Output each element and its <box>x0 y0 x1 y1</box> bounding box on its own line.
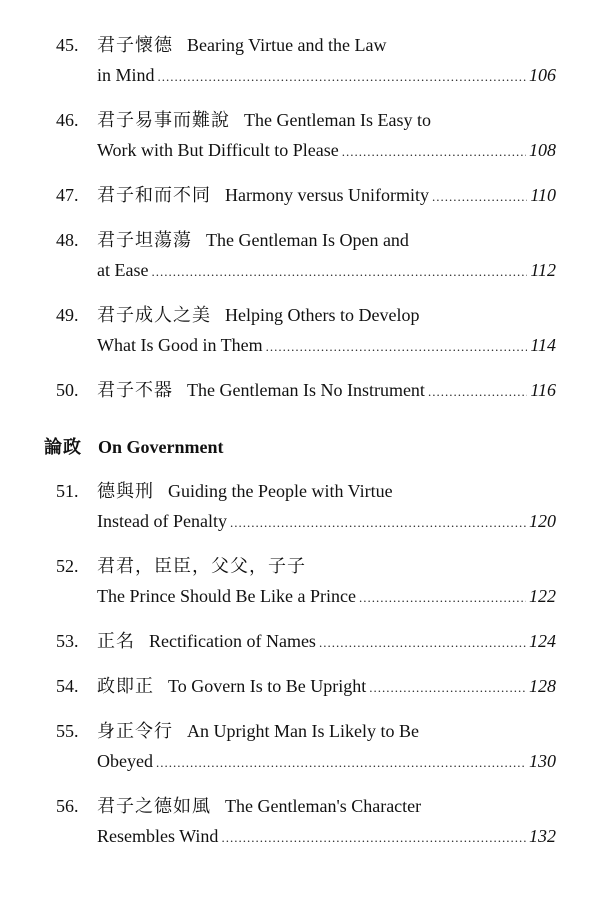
dot-leader <box>359 583 526 613</box>
entry-chinese-title: 君子易事而難說 <box>97 110 230 130</box>
toc-entry-50[interactable] <box>56 375 556 405</box>
entry-page-number: 124 <box>529 631 556 651</box>
entry-line <box>56 375 556 405</box>
entry-line <box>56 551 556 581</box>
entry-line <box>56 105 556 135</box>
entry-english-title: Harmony versus Uniformity <box>225 185 429 205</box>
dot-leader <box>342 137 526 167</box>
entry-line <box>56 746 556 776</box>
dot-leader <box>230 508 526 538</box>
entry-page-number: 132 <box>529 826 556 846</box>
section-heading[interactable] <box>44 432 556 462</box>
entry-english-title: The Prince Should Be Like a Prince <box>97 586 356 606</box>
entry-chinese-title: 政即正 <box>97 676 154 696</box>
dot-leader <box>432 182 527 212</box>
toc-entry-47[interactable] <box>56 180 556 210</box>
entry-line <box>56 671 556 701</box>
dot-leader <box>151 257 527 287</box>
entry-chinese-title: 身正令行 <box>97 721 173 741</box>
entry-line <box>56 626 556 656</box>
entry-number: 55. <box>56 721 79 741</box>
entry-line <box>56 300 556 330</box>
entry-number: 45. <box>56 35 79 55</box>
dot-leader <box>428 377 527 407</box>
dot-leader <box>319 628 526 658</box>
entry-english-title-cont: Resembles Wind <box>97 826 219 846</box>
entry-english-title: Guiding the People with Virtue <box>168 481 393 501</box>
entry-page-number: 116 <box>530 380 556 400</box>
entry-line <box>56 225 556 255</box>
entry-page-number: 130 <box>529 751 556 771</box>
entry-line <box>56 60 556 90</box>
entry-english-title-cont: What Is Good in Them <box>97 335 263 355</box>
entry-page-number: 120 <box>529 511 556 531</box>
entry-line <box>56 30 556 60</box>
entry-number: 46. <box>56 110 79 130</box>
toc-entry-54[interactable] <box>56 671 556 701</box>
entry-english-title-cont: in Mind <box>97 65 155 85</box>
dot-leader <box>221 823 526 853</box>
entry-english-title: An Upright Man Is Likely to Be <box>187 721 419 741</box>
entry-number: 56. <box>56 796 79 816</box>
entry-line <box>56 506 556 536</box>
entry-page-number: 122 <box>529 586 556 606</box>
entry-english-title: Bearing Virtue and the Law <box>187 35 387 55</box>
entry-line <box>56 180 556 210</box>
entry-number: 53. <box>56 631 79 651</box>
entry-english-title: Helping Others to Develop <box>225 305 420 325</box>
entry-english-title-cont: Instead of Penalty <box>97 511 227 531</box>
entry-english-title: Rectification of Names <box>149 631 316 651</box>
entry-chinese-title: 君子懷德 <box>97 35 173 55</box>
entry-chinese-title: 德與刑 <box>97 481 154 501</box>
toc-entry-55[interactable] <box>56 716 556 776</box>
entry-number: 48. <box>56 230 79 250</box>
entry-chinese-title: 君子和而不同 <box>97 185 211 205</box>
toc-entry-53[interactable] <box>56 626 556 656</box>
entry-english-title: The Gentleman's Character <box>225 796 422 816</box>
entry-page-number: 110 <box>530 185 556 205</box>
entry-line <box>56 716 556 746</box>
entry-chinese-title: 君子成人之美 <box>97 305 211 325</box>
toc-entry-52[interactable] <box>56 551 556 611</box>
entry-chinese-title: 君子之德如風 <box>97 796 211 816</box>
entry-number: 50. <box>56 380 79 400</box>
entry-number: 49. <box>56 305 79 325</box>
toc-entry-48[interactable] <box>56 225 556 285</box>
entry-chinese-title: 正名 <box>97 631 135 651</box>
entry-line <box>56 791 556 821</box>
toc-entry-46[interactable] <box>56 105 556 165</box>
section-english-title: On Government <box>98 437 224 457</box>
entry-line <box>56 476 556 506</box>
entry-english-title: To Govern Is to Be Upright <box>168 676 367 696</box>
entry-line <box>56 330 556 360</box>
dot-leader <box>156 748 526 778</box>
entry-page-number: 112 <box>530 260 556 280</box>
toc-entry-49[interactable] <box>56 300 556 360</box>
entry-page-number: 128 <box>529 676 556 696</box>
entry-english-title-cont: at Ease <box>97 260 149 280</box>
toc-entry-56[interactable] <box>56 791 556 851</box>
dot-leader <box>369 673 526 703</box>
dot-leader <box>266 332 528 362</box>
entry-page-number: 108 <box>529 140 556 160</box>
entry-chinese-title: 君子坦蕩蕩 <box>97 230 192 250</box>
dot-leader <box>158 62 526 92</box>
entry-line <box>56 255 556 285</box>
entry-line <box>56 821 556 851</box>
entry-number: 51. <box>56 481 79 501</box>
entry-english-title: The Gentleman Is Easy to <box>244 110 431 130</box>
entry-line <box>56 135 556 165</box>
entry-english-title: The Gentleman Is Open and <box>206 230 409 250</box>
entry-number: 54. <box>56 676 79 696</box>
entry-number: 47. <box>56 185 79 205</box>
entry-chinese-title: 君子不器 <box>97 380 173 400</box>
entry-line <box>56 581 556 611</box>
toc-entry-51[interactable] <box>56 476 556 536</box>
entry-english-title-cont: Obeyed <box>97 751 153 771</box>
entry-number: 52. <box>56 556 79 576</box>
entry-english-title-cont: Work with But Difficult to Please <box>97 140 339 160</box>
entry-english-title: The Gentleman Is No Instrument <box>187 380 425 400</box>
entry-page-number: 106 <box>529 65 556 85</box>
section-chinese-title: 論政 <box>44 437 82 457</box>
entry-page-number: 114 <box>530 335 556 355</box>
toc-entry-45[interactable] <box>56 30 556 90</box>
entry-chinese-title: 君君，臣臣，父父，子子 <box>97 556 306 576</box>
